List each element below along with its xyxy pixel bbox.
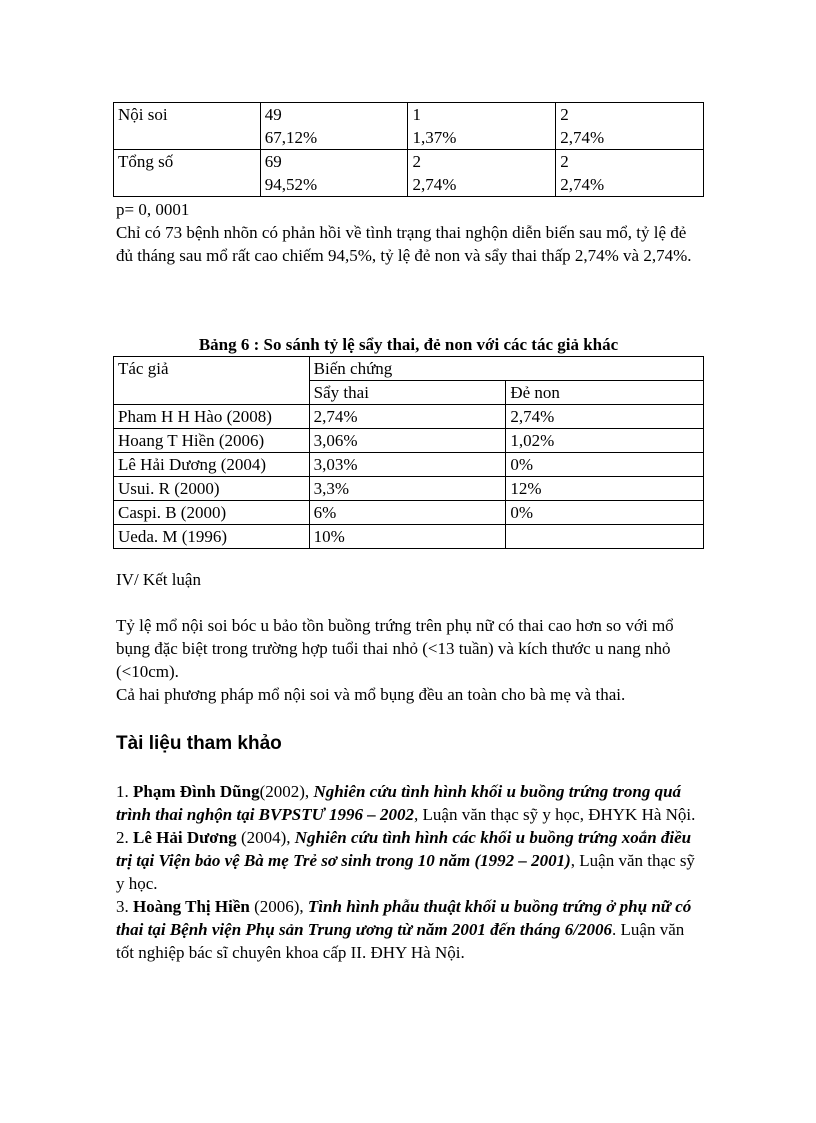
miscarriage-cell: 3,03% [309,453,506,477]
reference-item: 3. Hoàng Thị Hiền (2006), Tình hình phẫu thuật khối u buồng trứng ở phụ nữ có thai tại Bệnh viện Phụ sản Trung ương từ năm 2001 đến tháng 6/2006. Luận văn tốt nghiệp bác sĩ chuyên khoa cấp II. ĐHY Hà Nội. [116,897,692,962]
outcome-table [113,102,704,197]
references-heading: Tài liệu tham khảo [116,733,282,754]
p-value: p= 0, 0001 [116,200,190,219]
conclusion-paragraph: Tỷ lệ mổ nội soi bóc u bảo tồn buồng trứng trên phụ nữ có thai cao hơn so với mổ bụng đặc biệt trong trường hợp tuổi thai nhỏ (<13 tuần) và kích thước u nang nhỏ (<10cm). [116,616,674,681]
table-caption: Bảng 6 : So sánh tỷ lệ sẩy thai, đẻ non với các tác giả khác [198,335,619,354]
reference-item: 2. Lê Hải Dương (2004), Nghiên cứu tình hình các khối u buồng trứng xoắn điều trị tại Viện bảo vệ Bà mẹ Trẻ sơ sinh trong 10 năm (1992 – 2001), Luận văn thạc sỹ y học. [116,828,695,893]
table-row [114,429,704,453]
comparison-table [113,356,704,549]
conclusion-heading: IV/ Kết luận [116,570,201,589]
author-cell: Lê Hải Dương (2004) [114,453,310,477]
conclusion-paragraph: Cả hai phương pháp mổ nội soi và mổ bụng đều an toàn cho bà mẹ và thai. [116,685,626,704]
author-cell: Pham H H Hào (2008) [114,405,310,429]
reference-list [116,780,706,964]
table-row [114,525,704,549]
preterm-cell: 2,74% [506,405,704,429]
reference-item: 1. Phạm Đình Dũng(2002), Nghiên cứu tình hình khối u buồng trứng trong quá trình thai nghộn tại BVPSTƯ 1996 – 2002, Luận văn thạc sỹ y học, ĐHYK Hà Nội. [116,782,696,824]
header-miscarriage: Sẩy thai [309,381,506,405]
table-cell: 1 1,37% [408,103,556,150]
table-row [114,501,704,525]
table-cell: 2 2,74% [408,150,556,197]
preterm-cell [506,525,704,549]
table-row [114,150,704,197]
preterm-cell: 0% [506,453,704,477]
reference-title: Tình hình phẫu thuật khối u buồng trứng ở phụ nữ có thai tại Bệnh viện Phụ sản Trung ương từ năm 2001 đến tháng 6/2006 [116,897,692,939]
reference-title: Nghiên cứu tình hình khối u buồng trứng trong quá trình thai nghộn tại BVPSTƯ 1996 – 2002 [116,782,682,824]
header-preterm: Đẻ non [506,381,704,405]
miscarriage-cell: 6% [309,501,506,525]
miscarriage-cell: 2,74% [309,405,506,429]
miscarriage-cell: 3,3% [309,477,506,501]
author-cell: Hoang T Hiền (2006) [114,429,310,453]
reference-author: Hoàng Thị Hiền [133,897,250,916]
preterm-cell: 0% [506,501,704,525]
row-label: Tổng số [114,150,261,197]
miscarriage-cell: 3,06% [309,429,506,453]
header-complication: Biến chứng [309,357,703,381]
table-cell: 69 94,52% [260,150,408,197]
reference-title: Nghiên cứu tình hình các khối u buồng trứng xoắn điều trị tại Viện bảo vệ Bà mẹ Trẻ sơ sinh trong 10 năm (1992 – 2001) [116,828,692,870]
table-row [114,453,704,477]
table-cell: 2 2,74% [556,103,704,150]
table-cell: 2 2,74% [556,150,704,197]
preterm-cell: 1,02% [506,429,704,453]
preterm-cell: 12% [506,477,704,501]
row-label: Nội soi [114,103,261,150]
author-cell: Caspi. B (2000) [114,501,310,525]
table-row [114,103,704,150]
summary-paragraph: Chỉ có 73 bệnh nhõn có phản hồi về tình trạng thai nghộn diễn biến sau mổ, tỷ lệ đẻ đủ tháng sau mổ rất cao chiếm 94,5%, tỷ lệ đẻ non và sẩy thai thấp 2,74% và 2,74%. [116,223,692,265]
table-header-row [114,357,704,381]
header-author: Tác giả [114,357,310,405]
table-row [114,405,704,429]
table-row [114,477,704,501]
miscarriage-cell: 10% [309,525,506,549]
author-cell: Usui. R (2000) [114,477,310,501]
table-cell: 49 67,12% [260,103,408,150]
reference-author: Lê Hải Dương [133,828,237,847]
reference-author: Phạm Đình Dũng [133,782,260,801]
author-cell: Ueda. M (1996) [114,525,310,549]
